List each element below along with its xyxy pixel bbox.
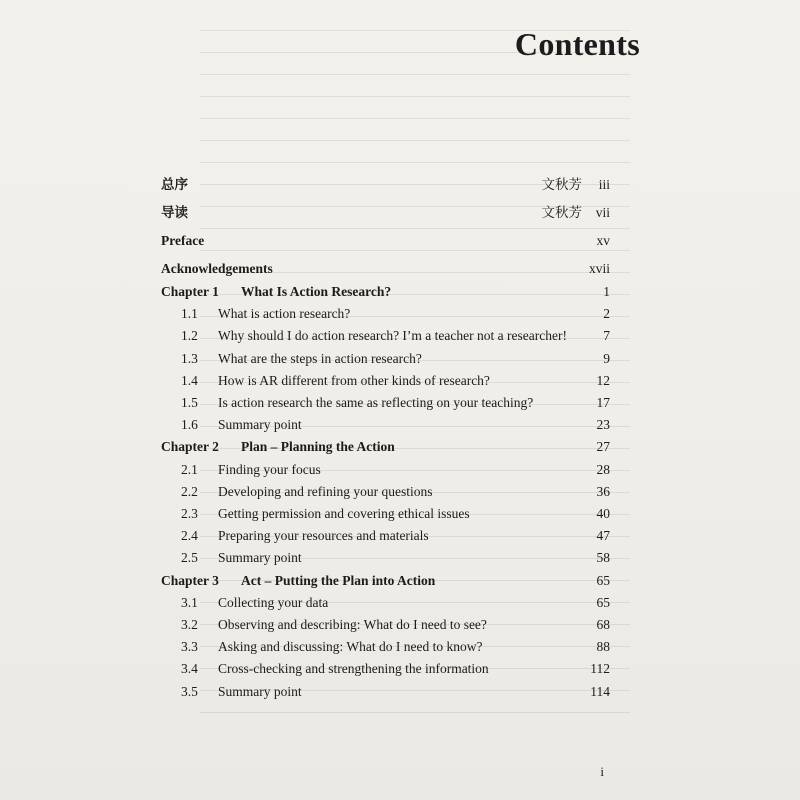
section-title: Asking and discussing: What do I need to know?	[218, 639, 483, 655]
toc-section-entry	[181, 481, 610, 503]
section-title: Observing and describing: What do I need to see?	[218, 617, 487, 632]
section-page: 7	[603, 328, 610, 344]
section-page: 58	[596, 550, 610, 566]
section-number: 1.1	[181, 306, 198, 322]
page-number: i	[600, 764, 604, 779]
section-page: 28	[596, 461, 610, 477]
section-number: 1.2	[181, 328, 198, 344]
chapter-number: Chapter 2	[161, 439, 219, 455]
entry-author: 文秋芳	[541, 177, 582, 192]
toc-section-entry	[181, 348, 610, 370]
section-title: How is AR different from other kinds of research?	[218, 372, 490, 388]
toc-section-entry	[181, 325, 610, 347]
page-title: Contents	[514, 26, 640, 62]
section-number: 2.5	[181, 550, 198, 566]
section-title: What is action research?	[218, 306, 351, 322]
toc-section-entry	[181, 370, 610, 392]
toc-section-entry	[181, 414, 610, 436]
toc-section-entry	[181, 636, 610, 658]
section-page: 40	[596, 506, 610, 521]
section-page: 47	[596, 528, 610, 544]
entry-page: vii	[595, 205, 610, 220]
entry-page: iii	[598, 177, 610, 192]
section-title: Summary point	[218, 683, 302, 699]
entry-title: 总序	[161, 177, 188, 192]
section-title: Why should I do action research? I’m a teacher not a researcher!	[218, 328, 567, 344]
toc-section-entry	[181, 525, 610, 547]
section-number: 2.1	[181, 461, 198, 477]
chapter-page: 65	[596, 572, 610, 588]
chapter-title: Plan – Planning the Action	[241, 439, 395, 455]
chapter-title: What Is Action Research?	[241, 284, 392, 299]
section-page: 12	[596, 372, 610, 388]
section-title: Summary point	[218, 417, 302, 433]
section-title: Collecting your data	[218, 594, 329, 610]
section-title: Finding your focus	[218, 461, 321, 477]
section-page: 112	[590, 661, 610, 677]
section-page: 65	[596, 594, 610, 610]
section-title: What are the steps in action research?	[218, 350, 422, 366]
section-number: 2.4	[181, 528, 198, 544]
toc-front-entry	[161, 174, 610, 196]
section-page: 9	[603, 350, 610, 366]
section-page: 88	[596, 639, 610, 655]
toc-section-entry	[181, 459, 610, 481]
toc-section-entry	[181, 614, 610, 636]
chapter-page: 1	[603, 284, 610, 299]
section-number: 3.5	[181, 683, 198, 699]
toc-section-entry	[181, 658, 610, 680]
section-title: Getting permission and covering ethical issues	[218, 506, 470, 521]
entry-title: 导读	[161, 205, 188, 220]
section-title: Preparing your resources and materials	[218, 528, 429, 544]
entry-page: xv	[596, 233, 610, 248]
entry-title: Preface	[161, 233, 205, 248]
section-page: 23	[596, 417, 610, 433]
section-number: 2.3	[181, 506, 198, 521]
toc-section-entry	[181, 681, 610, 703]
chapter-number: Chapter 1	[161, 284, 219, 299]
section-number: 1.6	[181, 417, 198, 433]
chapter-number: Chapter 3	[161, 572, 219, 588]
toc-section-entry	[181, 547, 610, 569]
section-page: 2	[603, 306, 610, 322]
section-number: 1.4	[181, 372, 198, 388]
toc-front-entry	[161, 230, 610, 252]
section-number: 1.3	[181, 350, 198, 366]
toc-chapter-entry	[161, 570, 610, 592]
section-number: 1.5	[181, 395, 198, 410]
section-number: 3.4	[181, 661, 198, 677]
chapter-page: 27	[596, 439, 610, 455]
section-number: 3.3	[181, 639, 198, 655]
section-page: 17	[596, 395, 610, 410]
section-page: 114	[590, 683, 610, 699]
section-title: Developing and refining your questions	[218, 483, 433, 499]
toc-front-entry	[161, 258, 610, 280]
section-number: 3.2	[181, 617, 198, 632]
section-page: 68	[596, 617, 610, 632]
toc-section-entry	[181, 592, 610, 614]
toc-chapter-entry	[161, 281, 610, 303]
section-title: Summary point	[218, 550, 302, 566]
section-title: Cross-checking and strengthening the information	[218, 661, 489, 677]
entry-page: xvii	[588, 260, 610, 276]
toc-section-entry	[181, 503, 610, 525]
section-title: Is action research the same as reflecting on your teaching?	[218, 395, 534, 410]
toc-chapter-entry	[161, 436, 610, 458]
section-number: 3.1	[181, 594, 198, 610]
toc-section-entry	[181, 392, 610, 414]
entry-title: Acknowledgements	[161, 260, 273, 276]
toc-section-entry	[181, 303, 610, 325]
entry-author: 文秋芳	[541, 205, 582, 220]
section-number: 2.2	[181, 483, 198, 499]
chapter-title: Act – Putting the Plan into Action	[241, 572, 436, 588]
toc-front-entry	[161, 202, 610, 224]
section-page: 36	[596, 483, 610, 499]
